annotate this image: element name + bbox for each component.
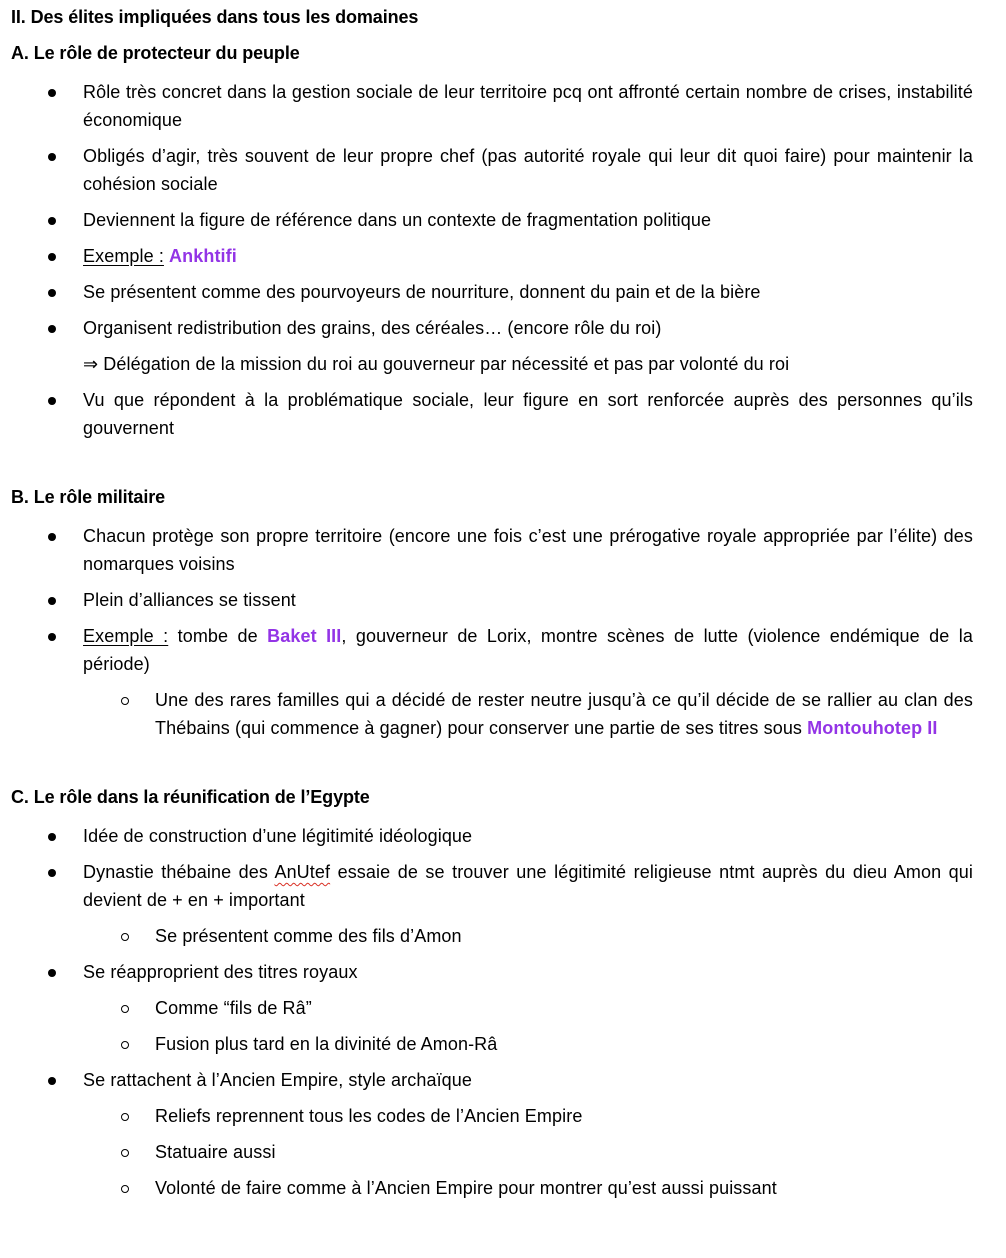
item-text: Se réapproprient des titres royaux [83,962,358,982]
list-item [11,958,973,986]
bullet-icon [48,969,56,977]
list-item [11,586,973,614]
list-item [11,386,973,442]
bullet-icon [48,289,56,297]
bullet-icon [48,325,56,333]
sub-list-item [11,1102,973,1130]
item-text: Statuaire aussi [155,1142,276,1162]
list-item [11,622,973,678]
list-item [11,822,973,850]
section-b [11,486,973,742]
bullet-icon [48,397,56,405]
sub-list-item [11,994,973,1022]
item-text: Rôle très concret dans la gestion sociale de leur territoire pcq ont affronté certain nombre de crises, instabilité économique [83,82,973,130]
hollow-bullet-icon [121,1149,129,1157]
list-item [11,858,973,914]
item-text: Vu que répondent à la problématique sociale, leur figure en sort renforcée auprès des personnes qu’ils gouvernent [83,390,973,438]
list-item [11,522,973,578]
sub-list-item [11,1174,973,1202]
example-label: Exemple : [83,626,169,646]
spacer [11,450,973,486]
item-text: Organisent redistribution des grains, des céréales… (encore rôle du roi) [83,318,662,338]
list-item [11,1066,973,1094]
item-text: Obligés d’agir, très souvent de leur propre chef (pas autorité royale qui leur dit quoi faire) pour maintenir la cohésion sociale [83,146,973,194]
hollow-bullet-icon [121,1113,129,1121]
bullet-icon [48,597,56,605]
bullet-icon [48,217,56,225]
sub-list-item [11,1138,973,1166]
item-text: Reliefs reprennent tous les codes de l’Ancien Empire [155,1106,583,1126]
spacer [11,750,973,786]
highlighted-name: Ankhtifi [169,246,237,266]
highlighted-name: Baket III [267,626,342,646]
bullet-icon [48,869,56,877]
document-title: II. Des élites impliquées dans tous les domaines [11,7,419,27]
section-heading: C. Le rôle dans la réunification de l’Egypte [11,787,370,807]
item-text: Une des rares familles qui a décidé de rester neutre jusqu’à ce qu’il décide de se rallier au clan des Thébains (qui commence à gagner) pour conserver une partie de ses titres sous [155,690,973,738]
item-text: Comme “fils de Râ” [155,998,312,1018]
item-text: ⇒ Délégation de la mission du roi au gouverneur par nécessité et pas par volonté du roi [83,354,790,374]
example-label: Exemple : [83,246,164,266]
item-text: Chacun protège son propre territoire (encore une fois c’est une prérogative royale appropriée par l’élite) des nomarques voisins [83,526,973,574]
item-text: Plein d’alliances se tissent [83,590,296,610]
misspelled-word[interactable]: AnUtef [274,862,331,882]
bullet-icon [48,153,56,161]
list-item [11,314,973,342]
hollow-bullet-icon [121,1185,129,1193]
item-text: essaie de se trouver une légitimité religieuse ntmt auprès du dieu Amon qui devient de + en + important [83,862,973,910]
bullet-icon [48,89,56,97]
bullet-icon [48,1077,56,1085]
list-item [11,278,973,306]
continuation-line [11,350,973,378]
item-text: tombe de [168,626,268,646]
section-c [11,786,973,1202]
bullet-icon [48,533,56,541]
list-item [11,78,973,134]
item-text: Fusion plus tard en la divinité de Amon-Râ [155,1034,498,1054]
hollow-bullet-icon [121,1041,129,1049]
list-item [11,242,973,270]
section-a [11,42,973,442]
item-text: Volonté de faire comme à l’Ancien Empire pour montrer qu’est aussi puissant [155,1178,777,1198]
item-text: Idée de construction d’une légitimité idéologique [83,826,473,846]
list-item [11,206,973,234]
hollow-bullet-icon [121,1005,129,1013]
list-item [11,142,973,198]
section-heading: A. Le rôle de protecteur du peuple [11,43,300,63]
sub-list-item [11,1030,973,1058]
hollow-bullet-icon [121,933,129,941]
item-text: , gouverneur de Lorix, montre scènes de lutte (violence endémique de la période) [83,626,973,674]
hollow-bullet-icon [121,697,129,705]
sub-list-item [11,686,973,742]
sub-list-item [11,922,973,950]
highlighted-name: Montouhotep II [807,718,938,738]
item-text: Se présentent comme des pourvoyeurs de nourriture, donnent du pain et de la bière [83,282,761,302]
section-heading: B. Le rôle militaire [11,487,166,507]
item-text: Dynastie thébaine des [83,862,275,882]
item-text: Se présentent comme des fils d’Amon [155,926,462,946]
bullet-icon [48,633,56,641]
bullet-icon [48,253,56,261]
bullet-icon [48,833,56,841]
item-text: Deviennent la figure de référence dans un contexte de fragmentation politique [83,210,712,230]
item-text: Se rattachent à l’Ancien Empire, style archaïque [83,1070,473,1090]
